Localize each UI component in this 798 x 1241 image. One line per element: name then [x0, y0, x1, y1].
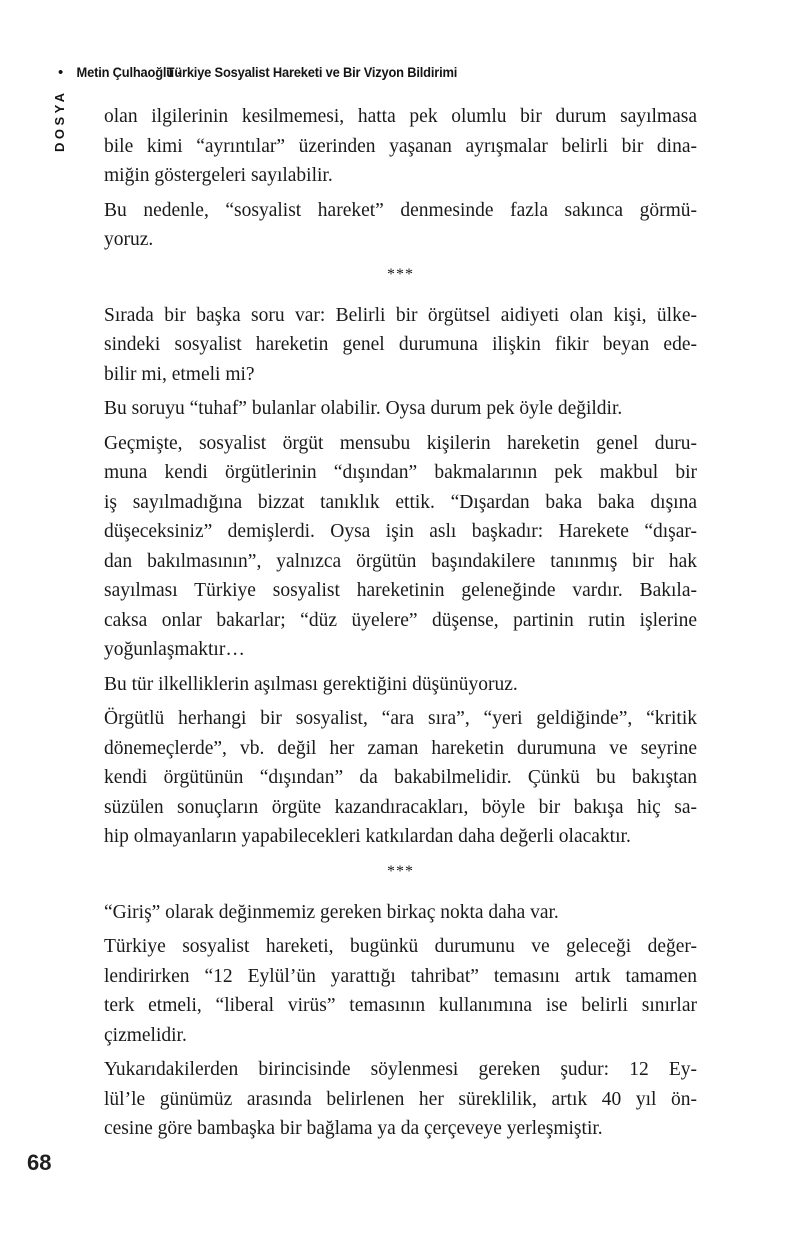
text-line: düşeceksiniz” demişlerdi. Oysa işin aslı başkadır: Harekete “dışar- [104, 521, 697, 542]
text-line: Bu tür ilkelliklerin aşılması gerektiğini düşünüyoruz. [104, 673, 518, 695]
text-line: bilir mi, etmeli mi? [104, 363, 255, 385]
paragraph [104, 1055, 697, 1144]
text-line: caksa onlar bakarlar; “düz üyelere” düşense, partinin rutin işlerine [104, 609, 697, 631]
text-line: sayılması Türkiye sosyalist hareketinin geleneğinde vardır. Bakıla- [104, 580, 697, 601]
paragraph [104, 898, 697, 928]
paragraph [104, 704, 697, 852]
text-line: cesine göre bambaşka bir bağlama ya da çerçeveye yerleşmiştir. [104, 1118, 603, 1139]
body-text-column [104, 102, 697, 1149]
paragraph [104, 394, 697, 424]
text-line: olan ilgilerinin kesilmemesi, hatta pek olumlu bir durum sayılmasa [104, 106, 697, 127]
text-line: lendirirken “12 Eylül’ün yarattığı tahribat” temasını artık tamamen [104, 965, 697, 987]
text-line: lül’le günümüz arasında belirlenen her süreklilik, artık 40 yıl ön- [104, 1088, 697, 1110]
paragraph [104, 102, 697, 191]
header-author: Metin Çulhaoğlu - [76, 64, 182, 80]
page-number: 68 [27, 1150, 52, 1175]
paragraph [104, 429, 697, 665]
text-line: kendi örgütünün “dışından” da bakabilmelidir. Çünkü bu bakıştan [104, 767, 697, 788]
section-separator: *** [387, 265, 414, 283]
section-separator: *** [387, 862, 414, 880]
text-line: dönemeçlerde”, vb. değil her zaman hareketin durumuna ve seyrine [104, 737, 697, 759]
text-line: Türkiye sosyalist hareketi, bugünkü durumunu ve geleceği değer- [104, 936, 697, 957]
text-line: miğin göstergeleri sayılabilir. [104, 165, 333, 186]
running-header [58, 64, 470, 81]
text-line: hip olmayanların yapabilecekleri katkılardan daha değerli olacaktır. [104, 826, 631, 847]
paragraph [104, 932, 697, 1050]
text-line: “Giriş” olarak değinmemiz gereken birkaç nokta daha var. [104, 901, 559, 923]
text-line: Bu nedenle, “sosyalist hareket” denmesinde fazla sakınca görmü- [104, 199, 697, 221]
text-line: terk etmeli, “liberal virüs” temasının kullanımına ise belirli sınırlar [104, 995, 697, 1016]
text-line: yoruz. [104, 229, 154, 250]
text-line: çizmelidir. [104, 1024, 187, 1046]
text-line: Sırada bir başka soru var: Belirli bir örgütsel aidiyeti olan kişi, ülke- [104, 304, 697, 326]
text-line: Geçmişte, sosyalist örgüt mensubu kişilerin hareketin genel duru- [104, 432, 697, 454]
text-line: sindeki sosyalist hareketin genel durumuna ilişkin fikir beyan ede- [104, 334, 697, 355]
text-line: Bu soruyu “tuhaf” bulanlar olabilir. Oysa durum pek öyle değildir. [104, 398, 623, 419]
text-line: Örgütlü herhangi bir sosyalist, “ara sıra”, “yeri geldiğinde”, “kritik [104, 708, 697, 729]
text-line: Yukarıdakilerden birincisinde söylenmesi gereken şudur: 12 Ey- [104, 1059, 697, 1080]
paragraph [104, 670, 697, 700]
section-label-dosya: DOSYA [52, 89, 67, 153]
text-line: bile kimi “ayrıntılar” üzerinden yaşanan ayrışmalar belirli bir dina- [104, 135, 697, 157]
header-bullet-icon: • [58, 64, 64, 81]
paragraph [104, 301, 697, 390]
text-line: dan bakılmasının”, yalnızca örgütün başındakilere tanınmış bir hak [104, 550, 697, 572]
paragraph [104, 196, 697, 255]
text-line: süzülen sonuçların örgüte kazandıracakları, böyle bir bakışa hiç sa- [104, 796, 697, 818]
text-line: muna kendi örgütlerinin “dışından” bakmalarının pek makbul bir [104, 462, 697, 483]
text-line: iş sayılmadığına bizzat tanıklık ettik. “Dışardan baka baka dışına [104, 491, 697, 513]
text-line: yoğunlaşmaktır… [104, 639, 245, 660]
header-title: Türkiye Sosyalist Hareketi ve Bir Vizyon Bildirimi [166, 64, 458, 80]
